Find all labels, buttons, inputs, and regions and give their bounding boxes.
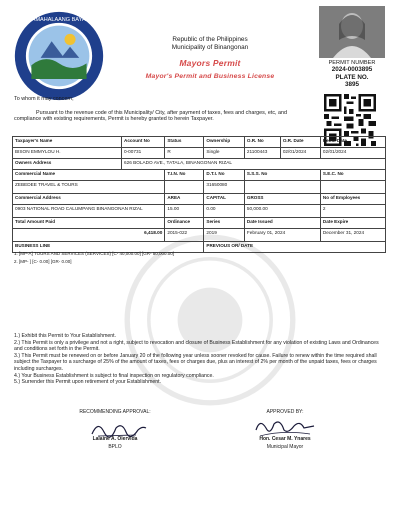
table-row — [13, 229, 386, 242]
label-capital: CAPITAL — [204, 194, 244, 205]
total-amount-paid: 6,418.00 — [13, 229, 165, 242]
salutation: To whom it may concern, — [14, 96, 74, 102]
note-2: 2.) This Permit is only a privilege and not a right, subject to revocation and closure of Business Establishment for any violation of existing Laws and Ordinances and conditions set forth in the Permit. — [14, 339, 379, 353]
ordinance: 2015-022 — [165, 229, 204, 242]
plate-number: 3895 — [344, 80, 359, 88]
owner-address: 626 BOLADO AVE., TATALA, BINANGONAN RIZAL — [122, 159, 386, 170]
label-commercial-address: Commercial Address — [13, 194, 165, 205]
area: 15.00 — [165, 205, 204, 218]
table-row — [13, 205, 386, 218]
commercial-name: ZEBEDEE TRAVEL & TOURS — [13, 181, 165, 194]
label-sss: S.S.S. No — [244, 170, 320, 181]
table-row — [13, 194, 386, 205]
label-ownership: Ownership — [204, 137, 244, 148]
label-sec: S.E.C. No — [320, 170, 385, 181]
employees: 2 — [320, 205, 385, 218]
label-account: Account No — [122, 137, 165, 148]
permit-notes — [14, 333, 388, 386]
svg-text:PAMAHALAANG BAYAN: PAMAHALAANG BAYAN — [28, 17, 90, 24]
label-owner-address: Owners Address — [13, 159, 122, 170]
label-commercial-name: Commercial Name — [13, 170, 165, 181]
note-5: 5.) Surrender this Permit upon retirement of your Establishment. — [14, 379, 162, 386]
label-gross: GROSS — [244, 194, 320, 205]
person-avatar-icon — [319, 6, 385, 58]
status: R — [165, 148, 204, 159]
label-dti: D.T.I. No — [204, 170, 244, 181]
label-total-paid: Total Amount Paid — [13, 218, 165, 229]
municipal-seal — [13, 10, 105, 102]
permit-number-block — [316, 60, 388, 88]
business-line-2: 2. [MP- ] [C- 0.00] [GR- 0.00] — [14, 259, 72, 264]
label-series: Series — [204, 218, 244, 229]
label-employees: No of Employees — [320, 194, 385, 205]
taxpayer-name: BISON EMMYLOU H. — [13, 148, 122, 159]
taxpayer-photo — [319, 6, 385, 58]
mayor-title: Municipal Mayor — [266, 444, 304, 450]
bplo-title: BPLO — [108, 444, 122, 450]
label-taxpayer: Taxpayer's Name — [13, 137, 122, 148]
tin-no — [165, 181, 204, 194]
intro-paragraph: Pursuant to the revenue code of this Municipality/ City, after payment of taxes, fees and charges, etc, and compliance with existing requirements, Permit is hereby granted to herein Taxpayer. — [14, 110, 288, 123]
municipality-line: Municipality of Binangonan — [171, 44, 249, 51]
dti-no: 31650080 — [204, 181, 244, 194]
sec-no — [320, 181, 385, 194]
label-ordinance: Ordinance — [165, 218, 204, 229]
label-or-date: O.R. Date — [280, 137, 320, 148]
republic-line: Republic of the Philippines — [172, 36, 248, 43]
ownership: Single — [204, 148, 244, 159]
label-remit-date: Remit Date — [320, 137, 385, 148]
table-row — [13, 137, 386, 148]
permit-number: 2024-0003895 — [331, 65, 373, 73]
plate-label: PLATE NO. — [335, 74, 369, 81]
remit-date: 02/01/2024 — [320, 148, 385, 159]
label-date-issued: Date Issued — [244, 218, 320, 229]
capital: 0.00 — [204, 205, 244, 218]
bplo-name: Lalaine A. Olervida — [92, 436, 138, 442]
label-tin: T.I.N. No — [165, 170, 204, 181]
or-no: 21100443 — [244, 148, 280, 159]
label-previous-or: PREVIOUS OR/ DATE — [204, 242, 386, 253]
permit-details-table — [12, 136, 386, 253]
label-status: Status — [165, 137, 204, 148]
page-subtitle: Mayor's Permit and Business License — [145, 73, 275, 80]
series: 2019 — [204, 229, 244, 242]
label-business-line: BUSINESS LINE — [13, 242, 204, 253]
business-line-1: 1. [MP-A] TOURS AND SERVICES (SERVICES) [C- 40,000.00] [GR- 50,000.00] — [14, 251, 174, 256]
table-row — [13, 148, 386, 159]
note-3: 3.) This Permit must be renewed on or before January 20 of the following year unless sooner revoked for cause. Failure to renew within the time required shall subject the Taxpayer to a surcharge of 25% of the amount of taxes, fees or charges due, plus an interest of 2% per month of the unpaid taxes, fees or charges including surcharges. — [14, 352, 377, 372]
table-row — [13, 159, 386, 170]
table-row — [13, 170, 386, 181]
recommending-label: RECOMMENDING APPROVAL: — [79, 409, 151, 415]
note-4: 4.) Your Business Establishment is subject to final inspection on regulatory compliance. — [14, 372, 214, 379]
label-area: AREA — [165, 194, 204, 205]
or-date: 02/01/2024 — [280, 148, 320, 159]
account-no: 0-00731 — [122, 148, 165, 159]
mayor-name: Hon. Cesar M. Ynares — [259, 436, 311, 442]
table-row — [13, 181, 386, 194]
permit-number-label: PERMIT NUMBER — [328, 60, 376, 66]
note-1: 1.) Exhibit this Permit to Your Establishment. — [14, 333, 117, 339]
approved-label: APPROVED BY: — [266, 409, 304, 415]
date-issued: February 01, 2024 — [244, 229, 320, 242]
commercial-address: 0903 NATIONAL ROAD CALUMPANG BINANGONAN RIZAL — [13, 205, 165, 218]
table-row — [13, 218, 386, 229]
label-date-expire: Date Expire — [320, 218, 385, 229]
label-or-no: O.R. No — [244, 137, 280, 148]
sss-no — [244, 181, 320, 194]
gross: 50,000.00 — [244, 205, 320, 218]
page-title: Mayors Permit — [179, 58, 241, 68]
date-expire: December 31, 2024 — [320, 229, 385, 242]
